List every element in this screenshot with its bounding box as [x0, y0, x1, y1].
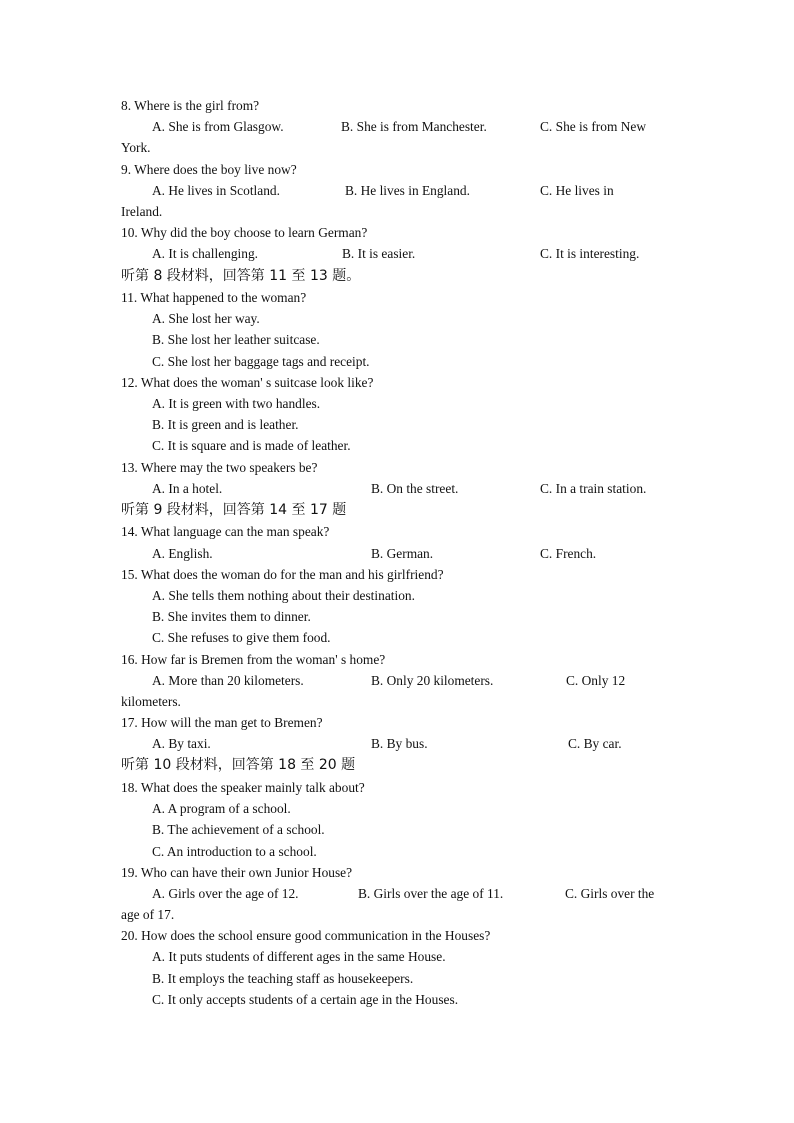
- options-14: [152, 543, 681, 564]
- question-15: 15. What does the woman do for the man and his girlfriend?: [121, 566, 444, 582]
- option-17a: A. By taxi.: [152, 736, 211, 752]
- option-9c-continued: Ireland.: [121, 203, 163, 219]
- option-16a: A. More than 20 kilometers.: [152, 672, 304, 688]
- option-18c: C. An introduction to a school.: [152, 843, 317, 859]
- option-13c: C. In a train station.: [540, 480, 647, 496]
- question-13: 13. Where may the two speakers be?: [121, 459, 318, 475]
- option-10a: A. It is challenging.: [152, 246, 258, 262]
- section-heading-8: 听第 8 段材料，回答第 11 至 13 题。: [121, 267, 361, 284]
- question-19: 19. Who can have their own Junior House?: [121, 864, 353, 880]
- option-11a: A. She lost her way.: [152, 311, 260, 327]
- section-heading-10: 听第 10 段材料，回答第 18 至 20 题: [121, 757, 356, 774]
- option-20c: C. It only accepts students of a certain age in the Houses.: [152, 991, 459, 1007]
- question-11: 11. What happened to the woman?: [121, 290, 307, 305]
- option-11b: B. She lost her leather suitcase.: [152, 332, 320, 348]
- options-19: [152, 883, 681, 904]
- option-12b: B. It is green and is leather.: [152, 417, 299, 433]
- options-10: [152, 243, 681, 264]
- option-15c: C. She refuses to give them food.: [152, 630, 331, 646]
- question-10: 10. Why did the boy choose to learn German?: [121, 225, 368, 241]
- options-13: [152, 478, 681, 499]
- option-10b: B. It is easier.: [342, 246, 416, 262]
- option-17c: C. By car.: [568, 736, 622, 752]
- option-9a: A. He lives in Scotland.: [152, 182, 280, 198]
- option-9c: C. He lives in: [540, 182, 614, 198]
- option-8b: B. She is from Manchester.: [341, 119, 487, 135]
- option-10c: C. It is interesting.: [540, 246, 640, 262]
- option-14b: B. German.: [371, 545, 434, 561]
- question-list: [121, 95, 681, 1010]
- question-18: 18. What does the speaker mainly talk about?: [121, 779, 365, 795]
- option-14a: A. English.: [152, 545, 213, 561]
- option-20b: B. It employs the teaching staff as housekeepers.: [152, 970, 414, 986]
- question-16: 16. How far is Bremen from the woman' s home?: [121, 651, 386, 667]
- option-13b: B. On the street.: [371, 480, 459, 496]
- option-16c-continued: kilometers.: [121, 693, 181, 709]
- option-18a: A. A program of a school.: [152, 801, 291, 817]
- question-9: 9. Where does the boy live now?: [121, 161, 297, 177]
- option-14c: C. French.: [540, 545, 597, 561]
- option-8a: A. She is from Glasgow.: [152, 119, 284, 135]
- question-17: 17. How will the man get to Bremen?: [121, 715, 323, 731]
- option-17b: B. By bus.: [371, 736, 428, 752]
- option-19c: C. Girls over the: [565, 885, 655, 901]
- option-13a: A. In a hotel.: [152, 480, 223, 496]
- option-19a: A. Girls over the age of 12.: [152, 885, 299, 901]
- option-15b: B. She invites them to dinner.: [152, 609, 311, 625]
- option-19b: B. Girls over the age of 11.: [358, 885, 504, 901]
- section-heading-9: 听第 9 段材料，回答第 14 至 17 题: [121, 501, 347, 518]
- option-16c: C. Only 12: [566, 672, 626, 688]
- option-9b: B. He lives in England.: [345, 182, 470, 198]
- option-12a: A. It is green with two handles.: [152, 395, 321, 411]
- option-12c: C. It is square and is made of leather.: [152, 438, 351, 454]
- question-8: 8. Where is the girl from?: [121, 98, 260, 113]
- option-18b: B. The achievement of a school.: [152, 822, 325, 838]
- option-19c-continued: age of 17.: [121, 907, 175, 923]
- option-20a: A. It puts students of different ages in the same House.: [152, 949, 446, 965]
- options-8: [152, 116, 681, 137]
- options-16: [152, 670, 681, 691]
- option-11c: C. She lost her baggage tags and receipt.: [152, 353, 370, 369]
- options-9: [152, 180, 681, 201]
- question-12: 12. What does the woman' s suitcase look like?: [121, 374, 374, 390]
- option-15a: A. She tells them nothing about their destination.: [152, 587, 415, 603]
- question-20: 20. How does the school ensure good communication in the Houses?: [121, 928, 491, 944]
- option-8c: C. She is from New: [540, 119, 647, 135]
- options-17: [152, 733, 681, 754]
- question-14: 14. What language can the man speak?: [121, 524, 330, 540]
- option-8c-continued: York.: [121, 140, 151, 156]
- option-16b: B. Only 20 kilometers.: [371, 672, 494, 688]
